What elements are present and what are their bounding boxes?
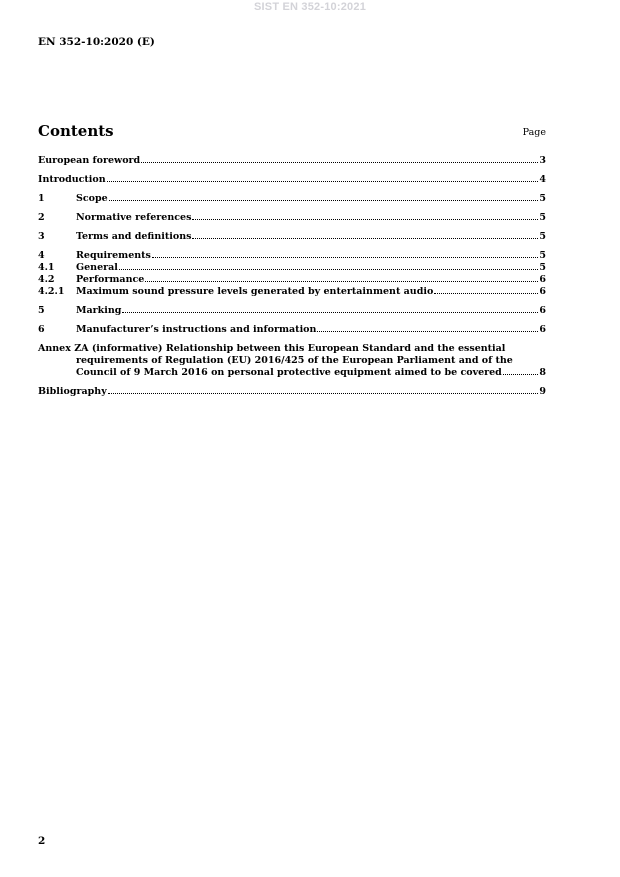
toc-entry-title: Marking xyxy=(76,305,122,316)
toc-entry-page: 5 xyxy=(539,231,546,242)
toc-entry-number: 2 xyxy=(38,212,45,223)
dot-leader xyxy=(107,181,539,182)
annex-title-line-1: Annex ZA (informative) Relationship between this European Standard and the essential xyxy=(38,343,506,354)
dot-leader xyxy=(317,331,538,332)
toc-entry-number: 5 xyxy=(38,305,45,316)
toc-entry-scope[interactable] xyxy=(38,193,546,205)
toc-entry-page: 4 xyxy=(539,174,546,185)
toc-entry-number: 4.2 xyxy=(38,274,55,285)
toc-entry-title: Normative references xyxy=(76,212,192,223)
toc-entry-bibliography[interactable] xyxy=(38,386,546,398)
page-number: 2 xyxy=(38,835,46,847)
toc-entry-general[interactable] xyxy=(38,262,546,274)
dot-leader xyxy=(152,257,538,258)
toc-entry-title: Scope xyxy=(76,193,108,204)
toc-entry-requirements[interactable] xyxy=(38,250,546,262)
toc-entry-title: Performance xyxy=(76,274,145,285)
dot-leader xyxy=(434,293,538,294)
toc-entry-page: 6 xyxy=(539,274,546,285)
toc-entry-page: 5 xyxy=(539,250,546,261)
toc-entry-page: 6 xyxy=(539,286,546,297)
toc-entry-marking[interactable] xyxy=(38,305,546,317)
toc-entry-title: Manufacturer’s instructions and information xyxy=(76,324,317,335)
toc-entry-title: General xyxy=(76,262,118,273)
dot-leader xyxy=(145,281,538,282)
annex-title-line-2: requirements of Regulation (EU) 2016/425 of the European Parliament and of the xyxy=(76,355,513,366)
toc-entry-performance[interactable] xyxy=(38,274,546,286)
contents-heading: Contents xyxy=(38,122,114,140)
dot-leader xyxy=(141,162,538,163)
watermark: SIST EN 352-10:2021 xyxy=(253,1,367,13)
toc-entry-number: 4.1 xyxy=(38,262,55,273)
toc-entry-number: 3 xyxy=(38,231,45,242)
toc-entry-manufacturers-instructions[interactable] xyxy=(38,324,546,336)
dot-leader xyxy=(119,269,538,270)
toc-entry-page: 5 xyxy=(539,262,546,273)
toc-entry-maximum-sound-pressure-levels[interactable] xyxy=(38,286,546,298)
dot-leader xyxy=(108,393,539,394)
toc-entry-title: Maximum sound pressure levels generated by entertainment audio xyxy=(76,286,434,297)
toc-entry-number: 1 xyxy=(38,193,45,204)
toc-entry-page: 5 xyxy=(539,212,546,223)
toc-entry-title: Introduction xyxy=(38,174,106,185)
toc-entry-normative-references[interactable] xyxy=(38,212,546,224)
toc-entry-title: European foreword xyxy=(38,155,141,166)
toc-entry-title: Terms and definitions xyxy=(76,231,192,242)
document-id: EN 352-10:2020 (E) xyxy=(38,36,155,48)
toc-entry-page: 5 xyxy=(539,193,546,204)
toc-entry-number: 4 xyxy=(38,250,45,261)
toc-entry-annex-za[interactable] xyxy=(38,343,546,379)
dot-leader xyxy=(192,238,538,239)
toc-entry-page: 3 xyxy=(539,155,546,166)
table-of-contents xyxy=(38,155,546,398)
dot-leader xyxy=(122,312,538,313)
toc-entry-number: 4.2.1 xyxy=(38,286,65,297)
dot-leader xyxy=(192,219,538,220)
page-column-label: Page xyxy=(522,127,546,138)
toc-entry-title: Bibliography xyxy=(38,386,107,397)
dot-leader xyxy=(109,200,539,201)
annex-title-line-3: Council of 9 March 2016 on personal protective equipment aimed to be covered xyxy=(76,367,502,378)
annex-title-line-3-row xyxy=(38,367,546,379)
toc-entry-introduction[interactable] xyxy=(38,174,546,186)
toc-entry-page: 6 xyxy=(539,305,546,316)
toc-entry-european-foreword[interactable] xyxy=(38,155,546,167)
toc-entry-page: 9 xyxy=(539,386,546,397)
toc-entry-number: 6 xyxy=(38,324,45,335)
dot-leader xyxy=(503,374,539,375)
toc-entry-page: 8 xyxy=(539,367,546,378)
toc-entry-title: Requirements xyxy=(76,250,151,261)
toc-entry-page: 6 xyxy=(539,324,546,335)
toc-entry-terms-and-definitions[interactable] xyxy=(38,231,546,243)
